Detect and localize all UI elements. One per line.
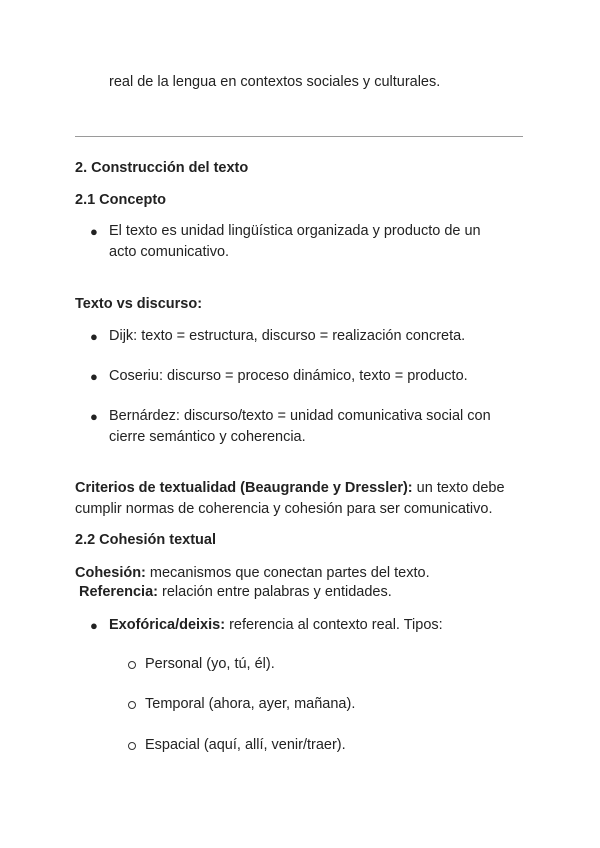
referencia-definition (79, 582, 392, 603)
exoforica-item (109, 615, 443, 636)
tipo-espacial: Espacial (aquí, allí, venir/traer). (145, 737, 346, 753)
bullet-icon: ● (90, 618, 98, 633)
tipo-personal: Personal (yo, tú, él). (145, 656, 275, 672)
cohesion-heading: 2.2 Cohesión textual (75, 532, 217, 548)
concept-bullet-line2: acto comunicativo. (109, 244, 230, 260)
list-item-dijk: Dijk: texto = estructura, discurso = realización concreta. (109, 328, 466, 344)
list-item-bernardez-line2: cierre semántico y coherencia. (109, 429, 306, 445)
criterios-paragraph-line1 (75, 478, 505, 499)
intro-line: real de la lengua en contextos sociales y culturales. (109, 74, 441, 90)
circle-bullet-icon (128, 661, 136, 669)
referencia-label: Referencia: (79, 584, 158, 600)
list-item-coseriu: Coseriu: discurso = proceso dinámico, texto = producto. (109, 368, 468, 384)
section-heading: 2. Construcción del texto (75, 160, 249, 176)
criterios-text: un texto debe (412, 480, 505, 496)
bullet-icon: ● (90, 224, 98, 239)
exoforica-text: referencia al contexto real. Tipos: (225, 617, 443, 633)
concept-heading: 2.1 Concepto (75, 192, 167, 208)
list-item-bernardez-line1: Bernárdez: discurso/texto = unidad comunicativa social con (109, 408, 491, 424)
circle-bullet-icon (128, 701, 136, 709)
bullet-icon: ● (90, 369, 98, 384)
concept-bullet-line1: El texto es unidad lingüística organizada y producto de un (109, 223, 481, 239)
exoforica-label: Exofórica/deixis: (109, 617, 226, 633)
criterios-paragraph-line2: cumplir normas de coherencia y cohesión para ser comunicativo. (75, 501, 493, 517)
cohesion-definition (75, 563, 430, 584)
texto-vs-heading: Texto vs discurso: (75, 296, 203, 312)
tipo-temporal: Temporal (ahora, ayer, mañana). (145, 696, 356, 712)
referencia-text: relación entre palabras y entidades. (157, 584, 392, 600)
bullet-icon: ● (90, 409, 98, 424)
cohesion-text: mecanismos que conectan partes del texto. (145, 565, 430, 581)
cohesion-label: Cohesión: (75, 565, 146, 581)
circle-bullet-icon (128, 742, 136, 750)
bullet-icon: ● (90, 329, 98, 344)
criterios-label: Criterios de textualidad (Beaugrande y Dressler): (75, 480, 413, 496)
divider (75, 136, 523, 137)
